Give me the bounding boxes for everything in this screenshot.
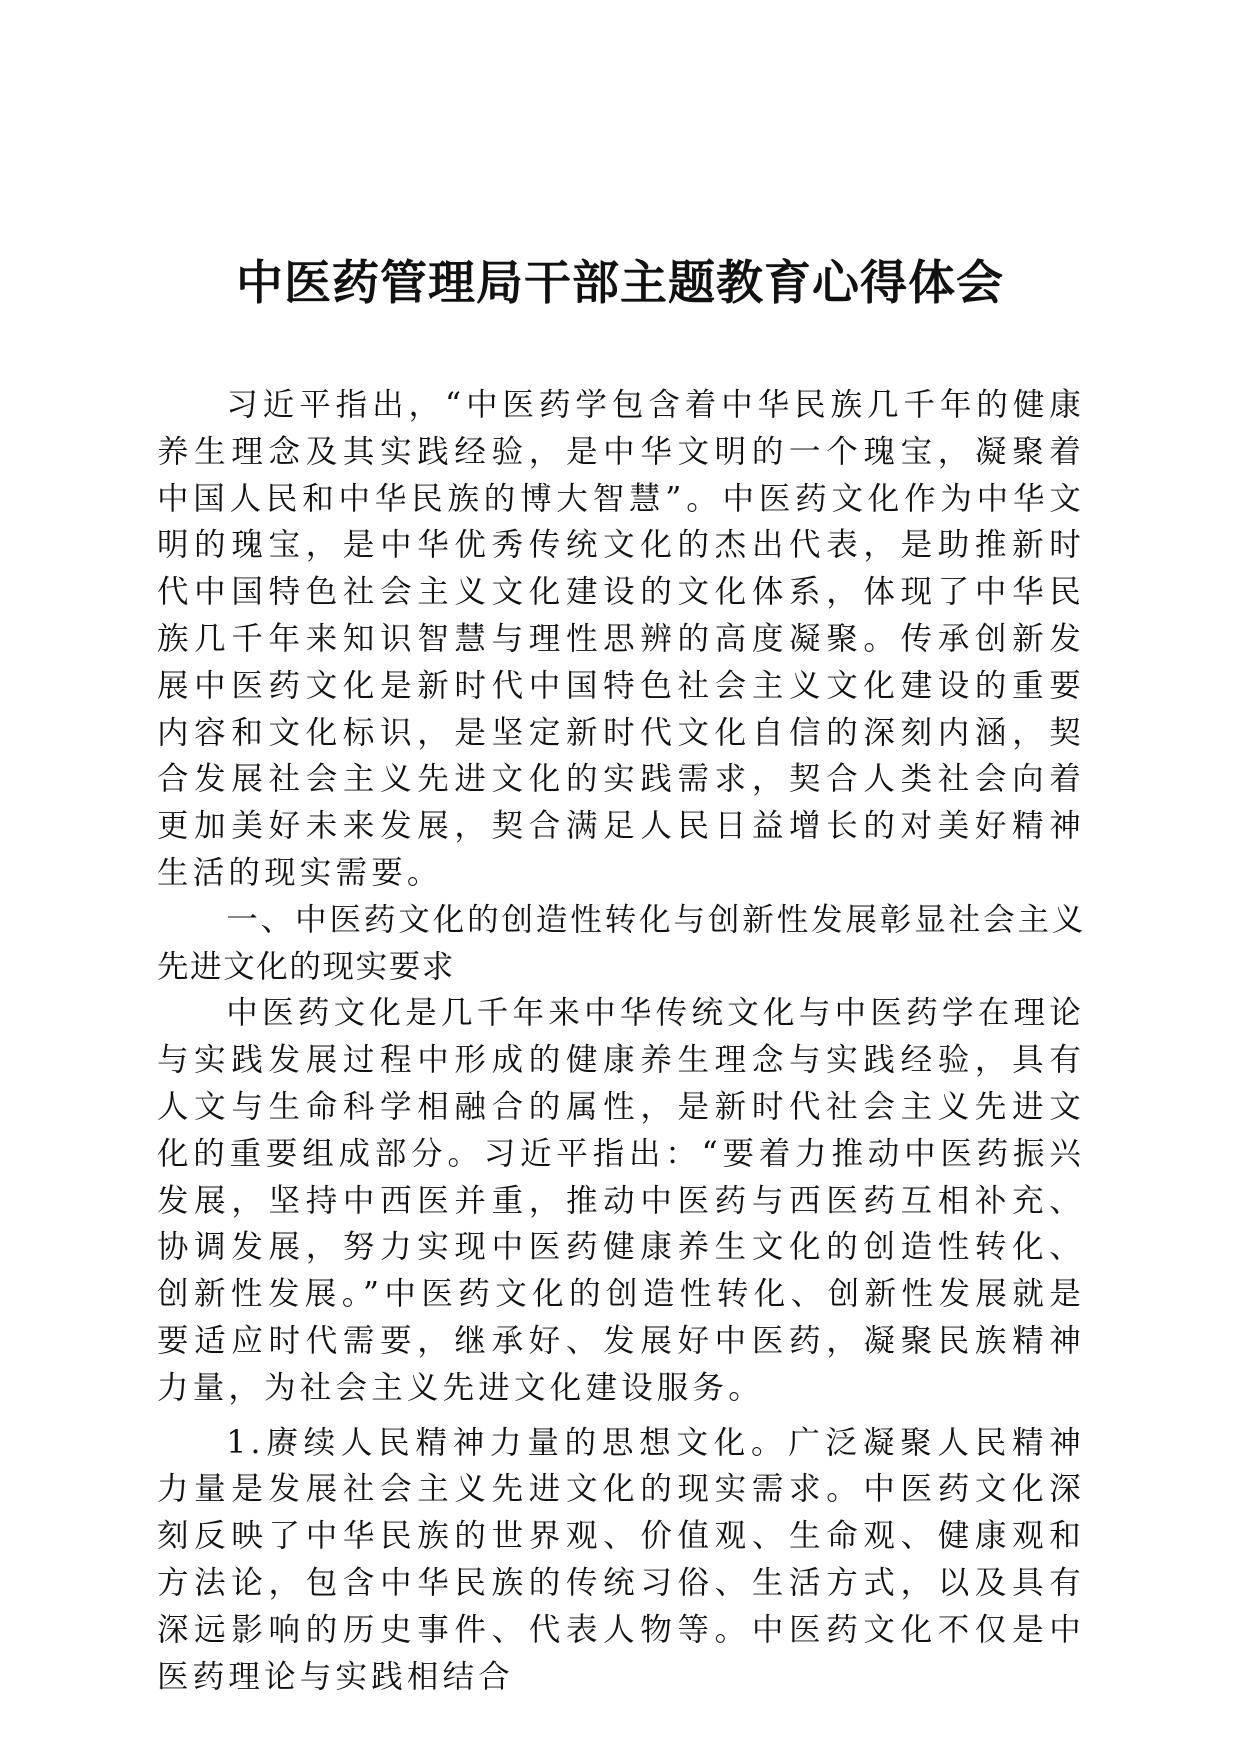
section-heading-1: 一、中医药文化的创造性转化与创新性发展彰显社会主义先进文化的现实要求 (157, 901, 1085, 985)
document-body (157, 382, 1085, 1700)
subsection-1-paragraph: 1.赓续人民精神力量的思想文化。广泛凝聚人民精神力量是发展社会主义先进文化的现实需求。中医药文化深刻反映了中华民族的世界观、价值观、生命观、健康观和方法论，包含中华民族的传统习俗、生活方式，以及具有深远影响的历史事件、代表人物等。中医药文化不仅是中医药理论与实践相结合 (157, 1424, 1085, 1695)
intro-paragraph: 习近平指出，“中医药学包含着中华民族几千年的健康养生理念及其实践经验，是中华文明的一个瑰宝，凝聚着中国人民和中华民族的博大智慧”。中医药文化作为中华文明的瑰宝，是中华优秀传统文化的杰出代表，是助推新时代中国特色社会主义文化建设的文化体系，体现了中华民族几千年来知识智慧与理性思辨的高度凝聚。传承创新发展中医药文化是新时代中国特色社会主义文化建设的重要内容和文化标识，是坚定新时代文化自信的深刻内涵，契合发展社会主义先进文化的实践需求，契合人类社会向着更加美好未来发展，契合满足人民日益增长的对美好精神生活的现实需要。 (157, 387, 1085, 891)
document-title: 中医药管理局干部主题教育心得体会 (236, 256, 1004, 311)
section-1-paragraph: 中医药文化是几千年来中华传统文化与中医药学在理论与实践发展过程中形成的健康养生理念与实践经验，具有人文与生命科学相融合的属性，是新时代社会主义先进文化的重要组成部分。习近平指出：“要着力推动中医药振兴发展，坚持中西医并重，推动中医药与西医药互相补充、协调发展，努力实现中医药健康养生文化的创造性转化、创新性发展。”中医药文化的创造性转化、创新性发展就是要适应时代需要，继承好、发展好中医药，凝聚民族精神力量，为社会主义先进文化建设服务。 (157, 995, 1085, 1406)
